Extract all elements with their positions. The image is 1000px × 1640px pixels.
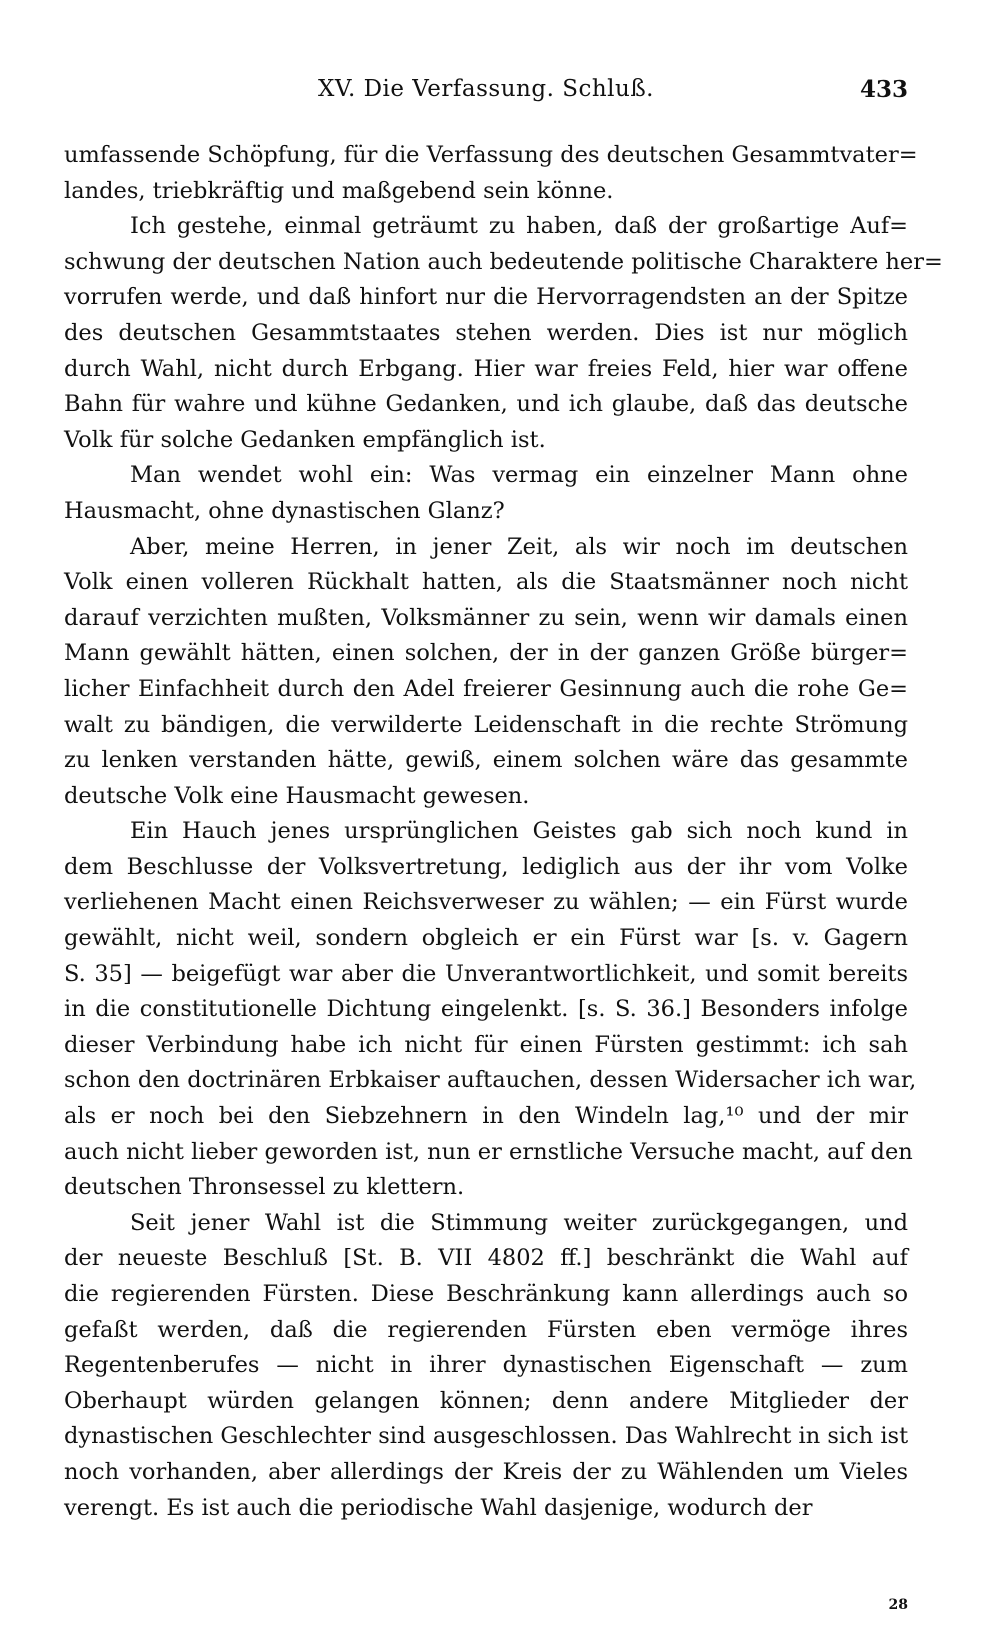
text-line: die regierenden Fürsten. Diese Beschränkung kann allerdings auch so xyxy=(64,1281,908,1307)
page-header xyxy=(64,76,908,116)
text-line: darauf verzichten mußten, Volksmänner zu sein, wenn wir damals einen xyxy=(64,604,908,631)
paragraph xyxy=(64,530,908,815)
text-line: gefaßt werden, daß die regierenden Fürsten eben vermöge ihres xyxy=(64,1316,908,1343)
paragraph xyxy=(64,814,917,1206)
text-line: gewählt, nicht weil, sondern obgleich er ein Fürst war [s. v. Gagern xyxy=(64,925,908,952)
text-line: Mann gewählt hätten, einen solchen, der in der ganzen Größe bürger= xyxy=(64,640,908,667)
text-line: Hausmacht, ohne dynastischen Glanz? xyxy=(64,497,505,524)
paragraph xyxy=(64,209,943,458)
running-head: XV. Die Verfassung. Schluß. xyxy=(317,76,654,102)
text-line: schon den doctrinären Erbkaiser auftauchen, dessen Widersacher ich war, xyxy=(64,1067,917,1094)
text-line: durch Wahl, nicht durch Erbgang. Hier war freies Feld, hier war offene xyxy=(64,355,908,382)
text-line: umfassende Schöpfung, für die Verfassung des deutschen Gesammtvater= xyxy=(64,142,918,168)
printer-signature: 28 xyxy=(888,1597,908,1613)
text-line: Volk einen volleren Rückhalt hatten, als die Staatsmänner noch nicht xyxy=(64,569,908,596)
text-line: der neueste Beschluß [St. B. VII 4802 ff.] beschränkt die Wahl auf xyxy=(64,1245,908,1272)
text-line: licher Einfachheit durch den Adel freierer Gesinnung auch die rohe Ge= xyxy=(64,675,908,702)
text-line: verengt. Es ist auch die periodische Wahl dasjenige, wodurch der xyxy=(64,1494,813,1521)
text-line: als er noch bei den Siebzehnern in den Windeln lag,¹⁰ und der mir xyxy=(64,1103,908,1130)
text-line: dynastischen Geschlechter sind ausgeschlossen. Das Wahlrecht in sich ist xyxy=(64,1423,909,1450)
text-line: zu lenken verstanden hätte, gewiß, einem solchen wäre das gesammte xyxy=(64,747,908,774)
text-line: Ein Hauch jenes ursprünglichen Geistes gab sich noch kund in xyxy=(130,818,908,845)
text-line: Volk für solche Gedanken empfänglich ist. xyxy=(64,426,546,453)
text-line: Bahn für wahre und kühne Gedanken, und ich glaube, daß das deutsche xyxy=(64,391,908,418)
paragraph xyxy=(64,1206,908,1526)
paragraph xyxy=(64,458,908,529)
paragraph xyxy=(64,138,918,209)
text-line: Oberhaupt würden gelangen können; denn andere Mitglieder der xyxy=(64,1387,908,1414)
text-line: dieser Verbindung habe ich nicht für einen Fürsten gestimmt: ich sah xyxy=(64,1031,908,1058)
text-line: des deutschen Gesammtstaates stehen werden. Dies ist nur möglich xyxy=(64,319,908,346)
text-line: walt zu bändigen, die verwilderte Leidenschaft in die rechte Strömung xyxy=(64,711,908,738)
body-text xyxy=(64,138,943,1526)
text-line: auch nicht lieber geworden ist, nun er ernstliche Versuche macht, auf den xyxy=(64,1138,913,1165)
text-line: Regentenberufes — nicht in ihrer dynastischen Eigenschaft — zum xyxy=(64,1352,908,1379)
text-line: dem Beschlusse der Volksvertretung, lediglich aus der ihr vom Volke xyxy=(64,853,908,880)
text-line: noch vorhanden, aber allerdings der Kreis der zu Wählenden um Vieles xyxy=(64,1458,908,1485)
text-line: deutschen Thronsessel zu klettern. xyxy=(64,1174,465,1201)
text-line: Ich gestehe, einmal geträumt zu haben, daß der großartige Auf= xyxy=(130,213,908,240)
text-line: schwung der deutschen Nation auch bedeutende politische Charaktere her= xyxy=(64,248,943,275)
text-line: Seit jener Wahl ist die Stimmung weiter zurückgegangen, und xyxy=(130,1209,908,1236)
text-line: verliehenen Macht einen Reichsverweser zu wählen; — ein Fürst wurde xyxy=(64,889,908,916)
text-line: Aber, meine Herren, in jener Zeit, als wir noch im deutschen xyxy=(130,533,908,560)
page-number: 433 xyxy=(859,76,908,103)
text-line: in die constitutionelle Dichtung eingelenkt. [s. S. 36.] Besonders infolge xyxy=(64,996,908,1023)
text-line: vorrufen werde, und daß hinfort nur die Hervorragendsten an der Spitze xyxy=(64,284,908,311)
text-line: Man wendet wohl ein: Was vermag ein einzelner Mann ohne xyxy=(130,462,908,489)
text-line: S. 35] — beigefügt war aber die Unverantwortlichkeit, und somit bereits xyxy=(64,960,908,987)
text-line: deutsche Volk eine Hausmacht gewesen. xyxy=(64,782,530,809)
text-line: landes, triebkräftig und maßgebend sein könne. xyxy=(64,177,614,204)
